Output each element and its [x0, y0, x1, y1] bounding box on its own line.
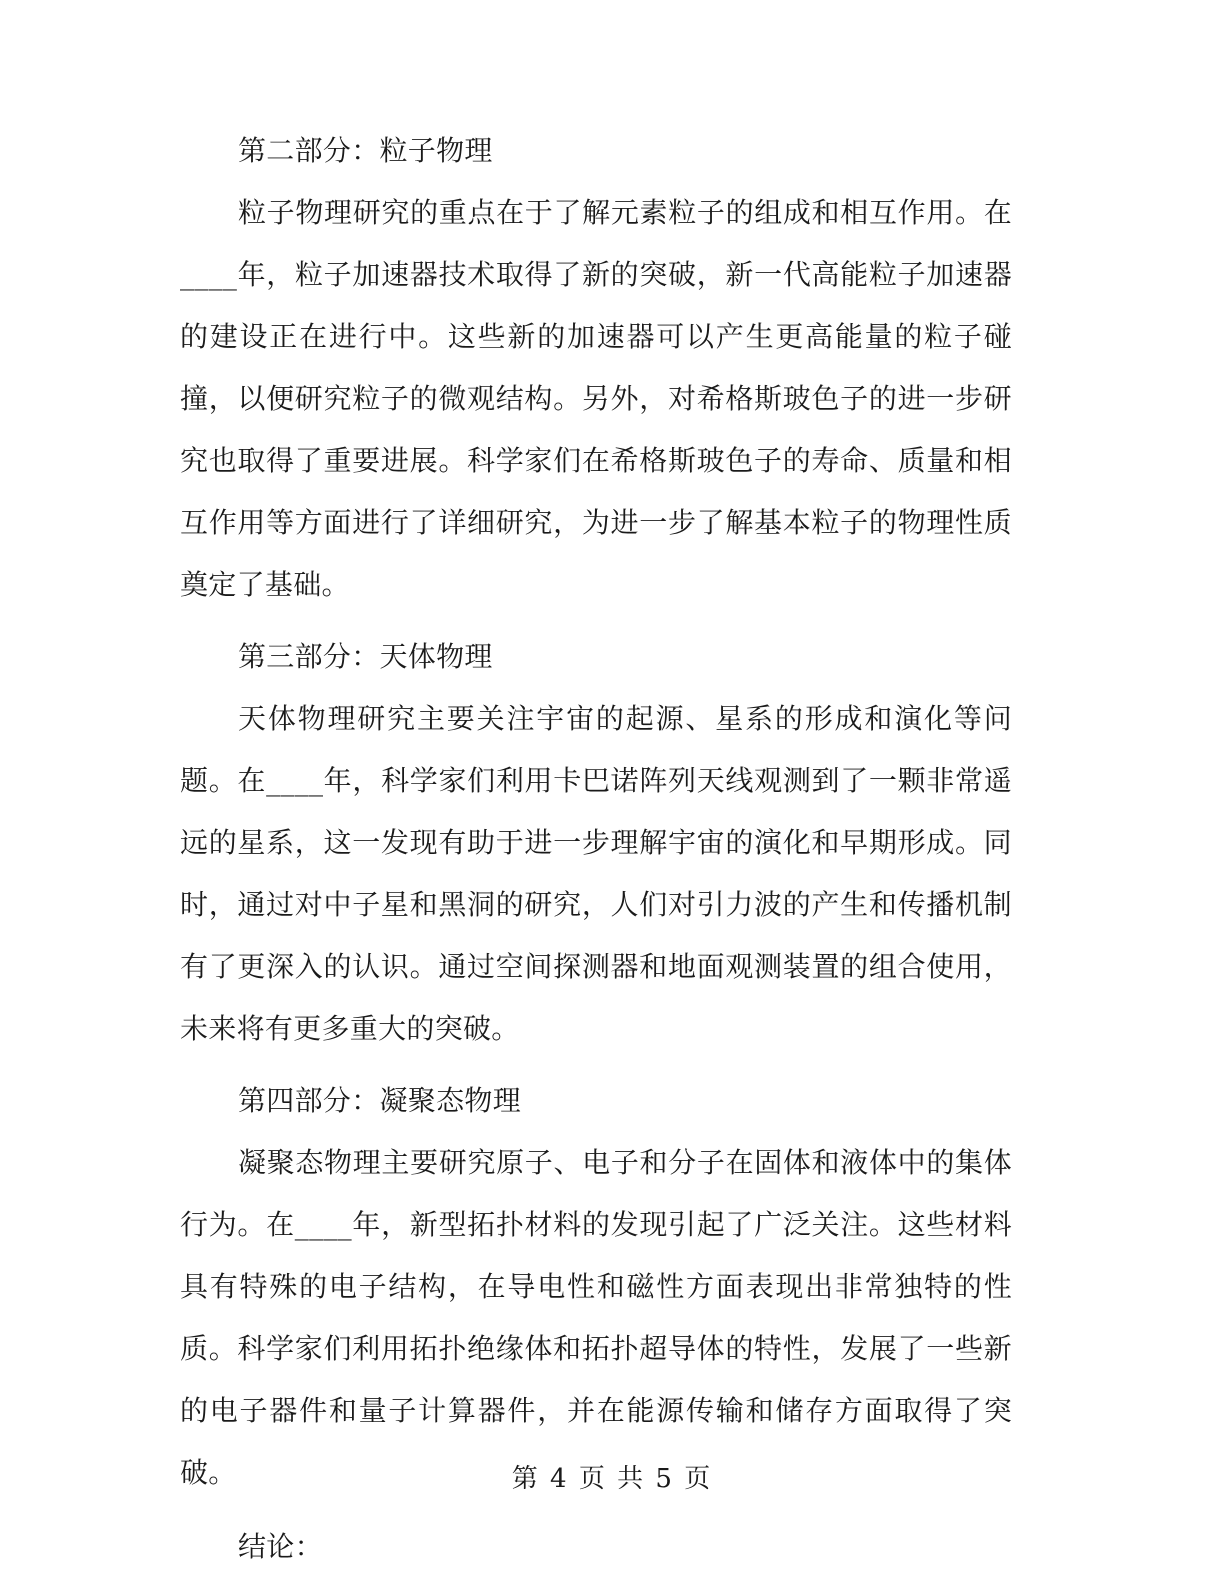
conclusion-heading: 结论：	[238, 1530, 323, 1563]
section-heading-particle: 第二部分：粒子物理	[238, 134, 493, 167]
document-page	[180, 120, 1012, 1578]
section-heading-astro: 第三部分：天体物理	[238, 640, 493, 673]
section-paragraph-particle: 粒子物理研究的重点在于了解元素粒子的组成和相互作用。在____年，粒子加速器技术取得了新的突破，新一代高能粒子加速器的建设正在进行中。这些新的加速器可以产生更高能量的粒子碰撞，以便研究粒子的微观结构。另外，对希格斯玻色子的进一步研究也取得了重要进展。科学家们在希格斯玻色子的寿命、质量和相互作用等方面进行了详细研究，为进一步了解基本粒子的物理性质奠定了基础。	[180, 196, 1012, 601]
section-heading-condensed: 第四部分：凝聚态物理	[238, 1084, 522, 1117]
section-paragraph-condensed: 凝聚态物理主要研究原子、电子和分子在固体和液体中的集体行为。在____年，新型拓扑材料的发现引起了广泛关注。这些材料具有特殊的电子结构，在导电性和磁性方面表现出非常独特的性质。科学家们利用拓扑绝缘体和拓扑超导体的特性，发展了一些新的电子器件和量子计算器件，并在能源传输和储存方面取得了突破。	[180, 1146, 1012, 1489]
section-paragraph-astro: 天体物理研究主要关注宇宙的起源、星系的形成和演化等问题。在____年，科学家们利用卡巴诺阵列天线观测到了一颗非常遥远的星系，这一发现有助于进一步理解宇宙的演化和早期形成。同时，通过对中子星和黑洞的研究，人们对引力波的产生和传播机制有了更深入的认识。通过空间探测器和地面观测装置的组合使用，未来将有更多重大的突破。	[180, 702, 1012, 1045]
page-footer: 第 4 页 共 5 页	[511, 1464, 713, 1494]
